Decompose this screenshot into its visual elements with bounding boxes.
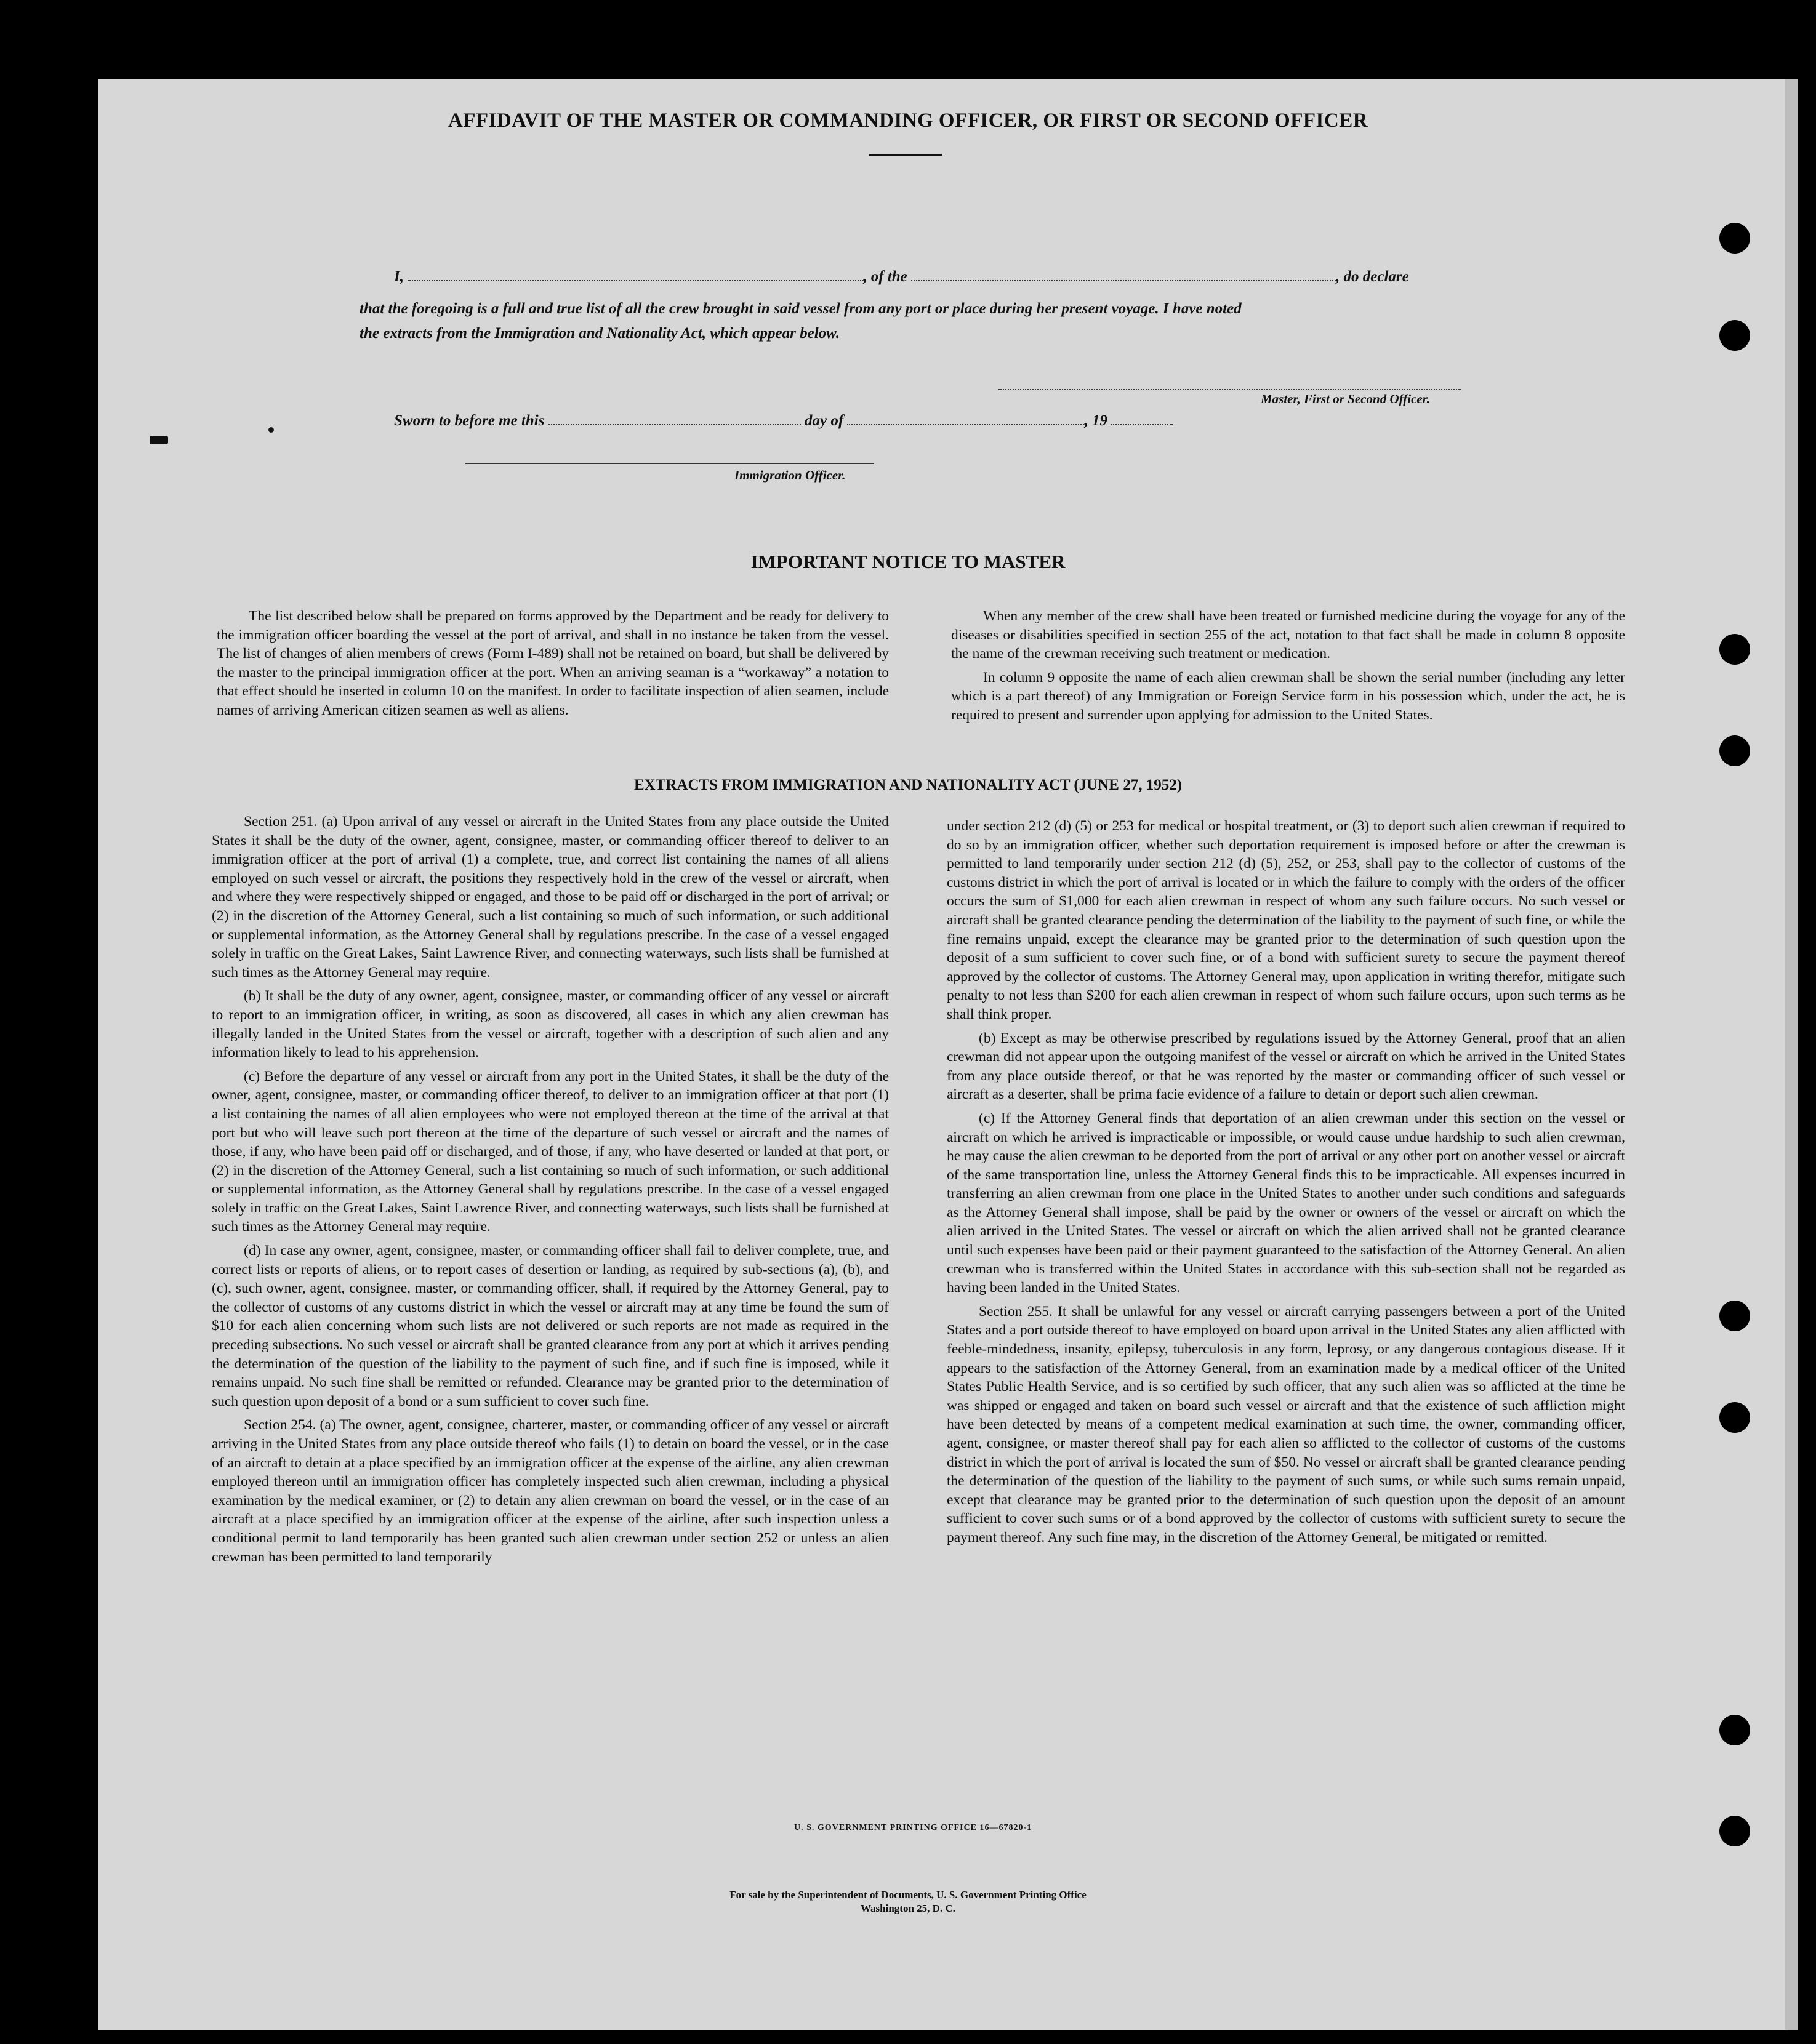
ink-mark (150, 436, 168, 444)
section-paragraph: (b) It shall be the duty of any owner, agent, consignee, master, or commanding officer of any vessel or aircraft to report to an immigration officer, in writing, as soon as discovered, all cases in which any alien crewman has illegally landed in the United States from the vessel or aircraft, together with a description of such alien and any information likely to lead to his apprehension. (212, 988, 889, 1061)
sworn-start: Sworn to before me this (394, 412, 545, 429)
master-signature-line[interactable] (998, 389, 1461, 390)
section-paragraph: Section 251. (a) Upon arrival of any vessel or aircraft in the United States from any place outside the United States it shall be the duty of the owner, agent, consignee, master, or commanding officer thereof to deliver to an immigration officer at the port of arrival (1) a complete, true, and correct list containing the names of all aliens employed on such vessel or aircraft, the positions they respectively hold in the crew of the vessel or aircraft, when and where they were respectively shipped or engaged, and those to be paid off or discharged in the port of arrival; or (2) in the discretion of the Attorney General, such a list containing so much of such information, or such additional or supplemental information, as the Attorney General shall by regulations prescribe. In the case of a vessel engaged solely in traffic on the Great Lakes, Saint Lawrence River, and connecting waterways, such lists shall be furnished at such times as the Attorney General may require. (212, 814, 889, 980)
notice-paragraph: The list described below shall be prepared on forms approved by the Department and be ready for delivery to the immigration officer boarding the vessel at the port of arrival, and shall in no instance be taken from the vessel. The list of changes of alien members of crews (Form I-489) shall not be retained on board, but shall be delivered by the master to the principal immigration officer at the port. When an arriving seaman is a “workaway” a notation to that effect should be inserted in column 10 on the manifest. In order to facilitate inspection of alien seamen, include names of arriving American citizen seamen as well as aliens. (217, 608, 889, 718)
section-paragraph: Section 254. (a) The owner, agent, consignee, charterer, master, or commanding officer of any vessel or aircraft arriving in the United States from any place outside thereof who fails (1) to detain on board the vessel, or in the case of an aircraft to detain at a place specified by an immigration officer at the expense of the airline, any alien crewman employed thereon until an immigration officer has completely inspected such alien crewman, including a physical examination by the medical examiner, or (2) to detain any alien crewman on board the vessel, or in the case of an aircraft at a place specified by an immigration officer at the expense of the airline, after such inspection unless a conditional permit to land temporarily has been granted such alien crewman under section 252 or unless an alien crewman has been permitted to land temporarily (212, 1417, 889, 1565)
notice-right-column (951, 607, 1625, 730)
sworn-year-field[interactable] (1111, 424, 1173, 425)
officer-signature-line[interactable] (465, 463, 874, 464)
title-rule (869, 154, 942, 156)
sale-line-2: Washington 25, D. C. (861, 1902, 955, 1914)
section-paragraph: (c) If the Attorney General finds that deportation of an alien crewman under this section on the vessel or aircraft on which he arrived is impracticable or impossible, or would cause undue hardship to such alien crewman, he may cause the alien crewman to be deported from the port of arrival or any other port on another vessel or aircraft of the same transportation line, unless the Attorney General finds this to be impracticable. All expenses incurred in transferring an alien crewman from one place in the United States to another under such conditions and safeguards as the Attorney General shall impose, shall be paid by the owner or owners of the vessel or aircraft on which the alien arrived in the United States. The vessel or aircraft on which the alien arrived shall not be granted clearance until such expenses have been paid or their payment guaranteed to the satisfaction of the Attorney General. An alien crewman who is transferred within the United States in accordance with this sub-section shall not be regarded as having been landed in the United States. (947, 1110, 1625, 1296)
paper-edge (1785, 79, 1798, 2030)
section-paragraph: Section 255. It shall be unlawful for any vessel or aircraft carrying passengers between a port of the United States and a port outside thereof to have employed on board upon arrival in the United States any alien afflicted with feeble-mindedness, insanity, epilepsy, tuberculosis in any form, leprosy, or any dangerous contagious disease. If it appears to the satisfaction of the Attorney General, from an examination made by a medical officer of the United States Public Health Service, and is so certified by such officer, that any such alien was so afflicted at the time he was shipped or engaged and taken on board such vessel or aircraft and that the existence of such affliction might have been detected by means of a competent medical examination at such time, the owner, commanding officer, agent, consignee, or master thereof shall pay for each alien so afflicted to the collector of customs of the customs district in which the port of arrival is located the sum of $50. No vessel or aircraft shall be granted clearance pending the determination of the question of the liability to the payment of such sums, or while such sums remain unpaid, except that clearance may be granted prior to the determination of such question upon the deposit of an amount sufficient to cover such sums or of a bond approved by the collector of customs with sufficient surety to secure the payment thereof. Any such fine may, in the discretion of the Attorney General, be mitigated or remitted. (947, 1303, 1625, 1545)
statement-line-1: that the foregoing is a full and true list of all the crew brought in said vessel from any port or place during her present voyage. I have noted (360, 300, 1242, 317)
sworn-day-field[interactable] (548, 424, 801, 425)
declaration-mid: , of the (863, 268, 907, 285)
declaration-end: , do declare (1336, 268, 1409, 285)
binder-hole (1719, 1402, 1750, 1433)
declaration-line (394, 268, 1477, 286)
sworn-end: , 19 (1084, 412, 1107, 429)
affidavit-title: AFFIDAVIT OF THE MASTER OR COMMANDING OFFICER, OR FIRST OR SECOND OFFICER (448, 110, 1368, 132)
notice-left-column (217, 607, 889, 725)
binder-hole (1719, 1715, 1750, 1745)
notice-title: IMPORTANT NOTICE TO MASTER (750, 551, 1066, 572)
binder-hole (1719, 735, 1750, 766)
section-paragraph-continued: under section 212 (d) (5) or 253 for medical or hospital treatment, or (3) to deport such alien crewman if required to do so by an immigration officer, whether such deportation requirement is imposed before or after the crewman is permitted to land temporarily under section 212 (d) (5), 252, or 253, shall pay to the collector of customs of the customs district in which the port of arrival is located or in which the failure to comply with the orders of the officer occurs the sum of $1,000 for each alien crewman in respect of whom any such failure occurs. No such vessel or aircraft shall be granted clearance pending the determination of the liability to the payment of such fine, or while the fine remains unpaid, except the clearance may be granted prior to the determination of such question upon the deposit of a sum sufficient to cover such fine, or of a bond with sufficient surety to secure the payment thereof approved by the collector of customs. The Attorney General may, upon application in writing therefor, mitigate such penalty to not less than $200 for each alien crewman in respect of whom such failure occurs, upon such terms as he shall think proper. (947, 818, 1625, 1022)
binder-hole (1719, 223, 1750, 254)
sworn-month-field[interactable] (847, 424, 1084, 425)
name-field[interactable] (408, 280, 863, 281)
sale-notice (0, 1888, 1816, 1915)
extracts-right-column (947, 817, 1625, 1552)
vessel-field[interactable] (911, 280, 1336, 281)
sworn-mid: day of (804, 412, 844, 429)
officer-caption: Immigration Officer. (734, 468, 846, 483)
extracts-title: EXTRACTS FROM IMMIGRATION AND NATIONALITY ACT (JUNE 27, 1952) (633, 777, 1183, 793)
section-paragraph: (c) Before the departure of any vessel or aircraft from any port in the United States, it shall be the duty of the owner, agent, consignee, master, or commanding officer thereof, to deliver to an immigration officer at that port (1) a list containing the names of all alien employees who were not employed thereon at the time of the arrival at that port but who will leave such port thereon at the time of the departure of such vessel or aircraft and the names of those, if any, who have been paid off or discharged, and of those, if any, who have deserted or landed at that port, or (2) in the discretion of the Attorney General, such a list containing so much of such information, or such additional or supplemental information, as the Attorney General shall by regulations prescribe. In the case of a vessel engaged solely in traffic on the Great Lakes, Saint Lawrence River, and connecting waterways, such lists shall be furnished at such times as the Attorney General may require. (212, 1068, 889, 1235)
binder-hole (1719, 320, 1750, 351)
ink-mark (268, 427, 274, 433)
binder-hole (1719, 634, 1750, 665)
section-paragraph: (b) Except as may be otherwise prescribed by regulations issued by the Attorney General, proof that an alien crewman did not appear upon the outgoing manifest of the vessel or aircraft on which he arrived in the United States from any place outside thereof, or that he was reported by the master or commanding officer of such vessel or aircraft as a deserter, shall be prima facie evidence of a failure to detain or deport such alien crewman. (947, 1030, 1625, 1103)
printing-office-line: U. S. GOVERNMENT PRINTING OFFICE 16—67820-1 (794, 1823, 1032, 1832)
declaration-start: I, (394, 268, 404, 285)
master-caption: Master, First or Second Officer. (1261, 391, 1430, 406)
sworn-line (394, 412, 1173, 430)
notice-paragraph: When any member of the crew shall have been treated or furnished medicine during the voyage for any of the diseases or disabilities specified in section 255 of the act, notation to that fact shall be made in column 8 opposite the name of the crewman receiving such treatment or medication. (951, 608, 1625, 662)
notice-paragraph: In column 9 opposite the name of each alien crewman shall be shown the serial number (including any letter which is a part thereof) of any Immigration or Foreign Service form in his possession which, under the act, he is required to present and surrender upon applying for admission to the United States. (951, 669, 1625, 723)
extracts-left-column (212, 812, 889, 1571)
section-paragraph: (d) In case any owner, agent, consignee, master, or commanding officer shall fail to deliver complete, true, and correct lists or reports of aliens, or to report cases of desertion or landing, as required by sub-sections (a), (b), and (c), such owner, agent, consignee, master, or commanding officer, shall, if required by the Attorney General, pay to the collector of customs of any customs district in which the vessel or aircraft may at any time be found the sum of $10 for each alien concerning whom such lists are not delivered or such reports are not made as required in the preceding subsections. No such vessel or aircraft shall be granted clearance from any port at which it arrives pending the determination of the question of the liability to the payment of such fine, and if such fine is imposed, while it remains unpaid. No such fine shall be remitted or refunded. Clearance may be granted prior to the determination of such question upon deposit of a bond or a sum sufficient to cover such fine. (212, 1243, 889, 1409)
sale-line-1: For sale by the Superintendent of Documents, U. S. Government Printing Office (729, 1889, 1087, 1901)
binder-hole (1719, 1301, 1750, 1331)
binder-hole (1719, 1816, 1750, 1846)
statement-line-2: the extracts from the Immigration and Nationality Act, which appear below. (360, 325, 840, 342)
